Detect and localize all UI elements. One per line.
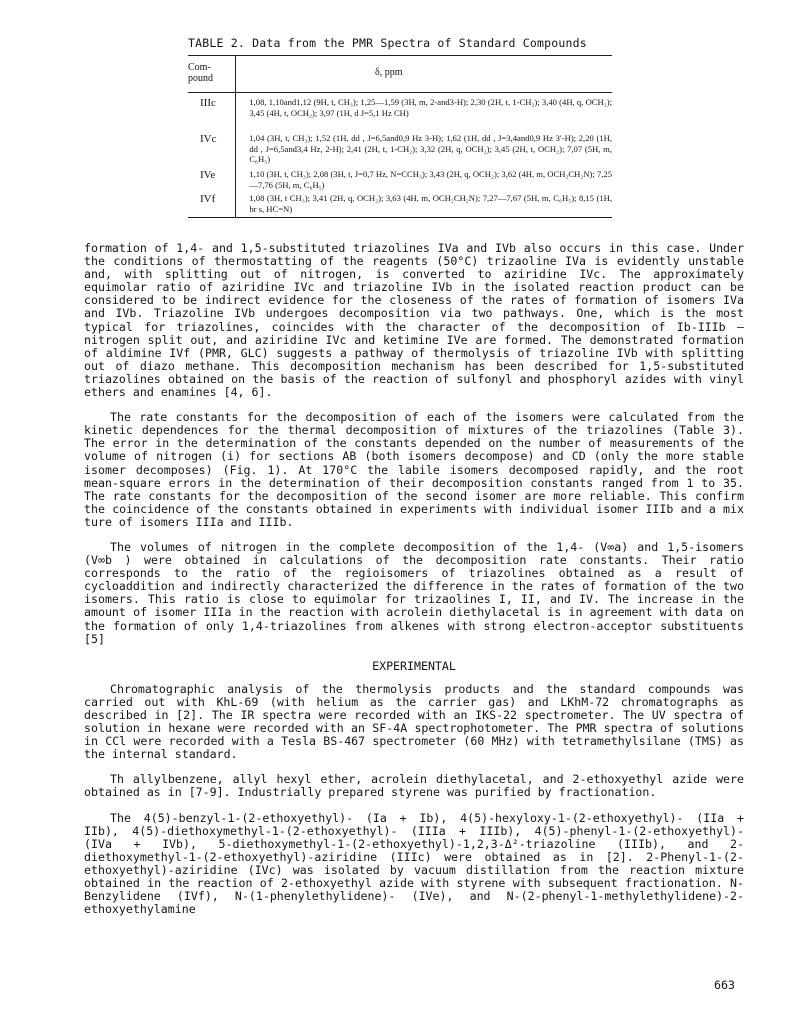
compound-id: IVc (200, 133, 217, 145)
shift-values: 1,04 (3H, t, CH₃); 1,52 (1H, dd , J=6,5and0,9 Hz 3-H); 1,62 (1H, dd , J=3,4and0,9 Hz 3′-H); 2,20 (1H, dd , J=6,5and3,4 Hz, 2-H); 2,41 (2H, t, 1-CH₂); 3,32 (2H, q, OCH₂); 3,45 (2H, t, OCH₂); 7,07 (5H, m, C₆H₅) (249, 133, 612, 165)
table-row (188, 169, 612, 193)
paragraph: Chromatographic analysis of the thermolysis products and the standard compounds was carried out with KhL-69 (with helium as the carrier gas) and LKhM-72 chromatographs as described in [2]. The IR spectra were recorded with an IKS-22 spectrometer. The UV spectra of solution in hexane were recorded with an SF-4A spectrophotometer. The PMR spectra of solutions in CCl were recorded with a Tesla BS-467 spectrometer (60 MHz) with tetramethylsilane (TMS) as the internal standard. (84, 681, 744, 762)
table-header-rule (188, 92, 612, 93)
page-number: 663 (714, 978, 735, 992)
table-body (188, 97, 612, 217)
compound-id: IIIc (200, 97, 216, 109)
paragraph: Th allylbenzene, allyl hexyl ether, acrolein diethylacetal, and 2-ethoxyethyl azide were obtained as in [7-9]. Industrially prepared styrene was purified by fractionation. (84, 772, 744, 800)
table-row (188, 97, 612, 133)
compound-id: IVe (200, 169, 216, 181)
column-header-compound: Com- pound (188, 62, 213, 84)
section-heading: EXPERIMENTAL (372, 658, 456, 673)
shift-values: 1,10 (3H, t, CH₃); 2,08 (3H, t, J=0,7 Hz, N=CCH₃); 3,43 (2H, q, OCH₂); 3,62 (4H, m, OCH₂CH₂N); 7,25—7,76 (5H, m, C₆H₅) (249, 169, 612, 190)
paragraph: The rate constants for the decomposition of each of the isomers were calculated from the kinetic dependences for the thermal decomposition of mixtures of the triazolines (Table 3). The error in the determination of the constants depended on the number of measurements of the volume of nitrogen (i) for sections AB (both isomers decompose) and CD (only the more stable isomer decomposes) (Fig. 1). At 170°C the labile isomers decomposed rapidly, and the root mean-square errors in the determination of their decomposition constants ranged from 1 to 35. The rate constants for the decomposition of the second isomer are more reliable. This confirm the coincidence of the constants obtained in experiments with individual isomer IIIb and a mix ture of isomers IIIa and IIIb. (84, 410, 744, 529)
body-text (84, 242, 744, 916)
paragraph: The volumes of nitrogen in the complete decomposition of the 1,4- (V∞a) and 1,5-isomers (V∞b ) were obtained in calculations of the decomposition rate constants. Their ratio corresponds to the ratio of the regioisomers of triazolines obtained as a result of cycloaddition and indirectly characterized the difference in the rates of formation of the two isomers. This ratio is close to equimolar for trizaolines I, II, and IV. The increase in the amount of isomer IIIa in the reaction with acrolein diethylacetal is in agreement with data on the formation of only 1,4-triazolines from alkenes with strong electron-acceptor substituents [5] (84, 539, 744, 646)
table-bottom-rule (188, 217, 612, 218)
column-header-chemical-shift: δ, ppm (375, 67, 403, 78)
table-title: TABLE 2. Data from the PMR Spectra of Standard Compounds (188, 36, 587, 50)
table-row (188, 193, 612, 217)
paragraph: The 4(5)-benzyl-1-(2-ethoxyethyl)- (Ia + Ib), 4(5)-hexyloxy-1-(2-ethoxyethyl)- (IIa + IIb), 4(5)-diethoxymethyl-1-(2-ethoxyethyl)- (IIIa + IIIb), 4(5)-phenyl-1-(2-ethoxyethyl)- (IVa + IVb), 5-diethoxymethyl-1-(2-ethoxyethyl)-1,2,3-Δ²-triazoline (IIIb), and 2-diethoxymethyl-1-(2-ethoxyethyl)-aziridine (IIIc) were obtained as in [2]. 2-Phenyl-1-(2-ethoxyethyl)-aziridine (IVc) was isolated by vacuum distillation from the reaction mixture obtained in the reaction of 2-ethoxyethyl azide with styrene with subsequent fractionation. N-Benzylidene (IVf), N-(1-phenylethylidene)- (IVe), and N-(2-phenyl-1-methylethylidene)-2-ethoxyethylamine (84, 810, 744, 917)
shift-values: 1,08 (3H, t CH₃); 3,41 (2H, q, OCH₂); 3,63 (4H, m, OCH₂CH₂N); 7,27—7,67 (5H, m, C₆H₅); 8,15 (1H, br s, HC=N) (249, 193, 612, 214)
paragraph: formation of 1,4- and 1,5-substituted triazolines IVa and IVb also occurs in this case. Under the conditions of thermostatting of the reagents (50°C) trizaoline IVa is evidently unstable and, with splitting out of nitrogen, is converted to aziridine IVc. The approximately equimolar ratio of aziridine IVc and triazoline IVb in the isolated reaction product can be considered to be indirect evidence for the closeness of the rates of formation of isomers IVa and IVb. Triazoline IVb undergoes decomposition via two pathways. One, which is the most typical for triazolines, coincides with the character of the decomposition of Ib-IIIb — nitrogen split out, and aziridine IVc and ketimine IVe are formed. The demonstrated formation of aldimine IVf (PMR, GLC) suggests a pathway of thermolysis of triazoline IVb with splitting out of diazo methane. This decomposition mechanism has been described for 1,5-substituted triazolines obtained on the basis of the reaction of sulfonyl and phosphoryl azides with vinyl ethers and enamines [4, 6]. (84, 241, 744, 400)
shift-values: 1,08, 1,10and1,12 (9H, t, CH₃); 1,25—1,59 (3H, m, 2-and3-H); 2,30 (2H, t, 1-CH₂); 3,40 (4H, q, OCH₂); 3,45 (4H, t, OCH₂); 3,97 (1H, d J=5,1 Hz CH) (249, 97, 612, 118)
table-top-rule (188, 55, 612, 56)
compound-id: IVf (200, 193, 216, 205)
table-row (188, 133, 612, 169)
